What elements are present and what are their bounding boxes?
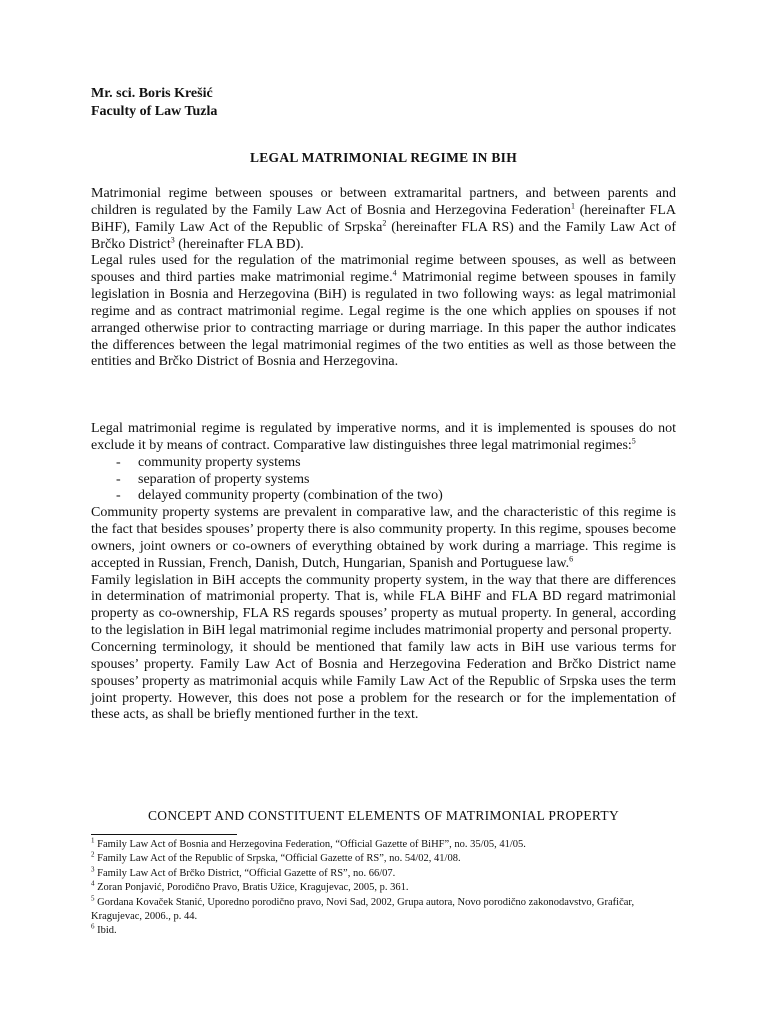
- paragraph-5: Family legislation in BiH accepts the community property system, in the way that there are differences in determination of matrimonial property. That is, while FLA BiHF and FLA BD regard matrimonial property as co-ownership, FLA RS regards spouses’ property as mutual property. In general, according to the legislation in BiH legal matrimonial regime includes matrimonial property and personal property.: [91, 572, 676, 639]
- list-item: - separation of property systems: [116, 472, 676, 489]
- footnote: $^1$ Family Law Act of Bosnia and Herzegovina Federation, “Official Gazette of BiHF”, no. 35/05, 41/05.: [91, 836, 526, 850]
- footnote-divider: [91, 834, 237, 835]
- footnotes: [91, 838, 651, 939]
- author-affiliation: Faculty of Law Tuzla: [91, 104, 218, 119]
- document-title: LEGAL MATRIMONIAL REGIME IN BIH: [249, 150, 518, 165]
- paragraph-4: Community property systems are prevalent in comparative law, and the characteristic of this regime is the fact that besides spouses’ property there is also community property. In this regime, spouses become owners, joint owners or co-owners of everything obtained by work during a marriage. This regime is accepted in Russian, French, Danish, Dutch, Hungarian, Spanish and Portuguese law.$^6$: [91, 505, 676, 571]
- footnote: $^2$ Family Law Act of the Republic of Srpska, “Official Gazette of RS”, no. 54/02, 41/08.: [91, 850, 461, 865]
- footnote-ref-3[interactable]: 3: [170, 234, 175, 244]
- list-item: - delayed community property (combination of the two): [116, 488, 676, 505]
- footnote-ref-5[interactable]: 5: [631, 436, 636, 446]
- footnote: $^4$ Zoran Ponjavić, Porodično Pravo, Bratis Užice, Kragujevac, 2005, p. 361.: [91, 879, 409, 894]
- footnote-ref-1[interactable]: 1: [571, 201, 576, 211]
- author-name: Mr. sci. Boris Krešić: [91, 86, 213, 101]
- footnote: $^6$ Ibid.: [91, 922, 117, 937]
- regime-list: [91, 455, 676, 506]
- paragraph-6: Concerning terminology, it should be mentioned that family law acts in BiH use various terms for spouses’ property. Family Law Act of Bosnia and Herzegovina Federation and Brčko District name spouses’ property as matrimonial acquis while Family Law Act of the Republic of Srpska uses the term joint property. However, this does not pose a problem for the research or for the implementation of these acts, as shall be briefly mentioned further in the text.: [91, 639, 676, 723]
- footnote: $^3$ Family Law Act of Brčko District, “Official Gazette of RS”, no. 66/07.: [91, 865, 396, 879]
- paragraph-1: Matrimonial regime between spouses or between extramarital partners, and between parents and children is regulated by the Family Law Act of Bosnia and Herzegovina Federation$^1$ (hereinafter FLA BiHF), Family Law Act of the Republic of Srpska$^2$ (hereinafter FLA RS) and the Family Law Act of Brčko District$^3$ (hereinafter FLA BD).: [91, 186, 677, 252]
- regimes-section: [91, 421, 676, 724]
- footnote-ref-6[interactable]: 6: [569, 554, 574, 564]
- paragraph-3: Legal matrimonial regime is regulated by imperative norms, and it is implemented is spouses do not exclude it by means of contract. Comparative law distinguishes three legal matrimonial regimes:$^5$: [91, 421, 676, 453]
- footnote-ref-4[interactable]: 4: [392, 268, 397, 278]
- intro-section: [91, 186, 676, 371]
- footnote-ref-2[interactable]: 2: [382, 218, 387, 228]
- paragraph-2: Legal rules used for the regulation of the matrimonial regime between spouses, as well as between spouses and third parties make matrimonial regime.$^4$ Matrimonial regime between spouses in family legislation in Bosnia and Herzegovina (BiH) is regulated in two following ways: as legal matrimonial regime and as contract matrimonial regime. Legal regime is the one which applies on spouses if not arranged otherwise prior to contracting marriage or during marriage. In this paper the author indicates the differences between the legal matrimonial regimes of the two entities as well as those between the entities and Brčko District of Bosnia and Herzegovina.: [91, 253, 676, 370]
- list-item: - community property systems: [116, 455, 676, 472]
- section-heading: CONCEPT AND CONSTITUENT ELEMENTS OF MATRIMONIAL PROPERTY: [147, 808, 619, 823]
- footnote: $^5$ Gordana Kovaček Stanić, Uporedno porodično pravo, Novi Sad, 2002, Grupa autora, Novo porodično zakonodavstvo, Grafičar, Kragujevac, 2006., p. 44.: [91, 894, 635, 923]
- author-block: [91, 85, 217, 121]
